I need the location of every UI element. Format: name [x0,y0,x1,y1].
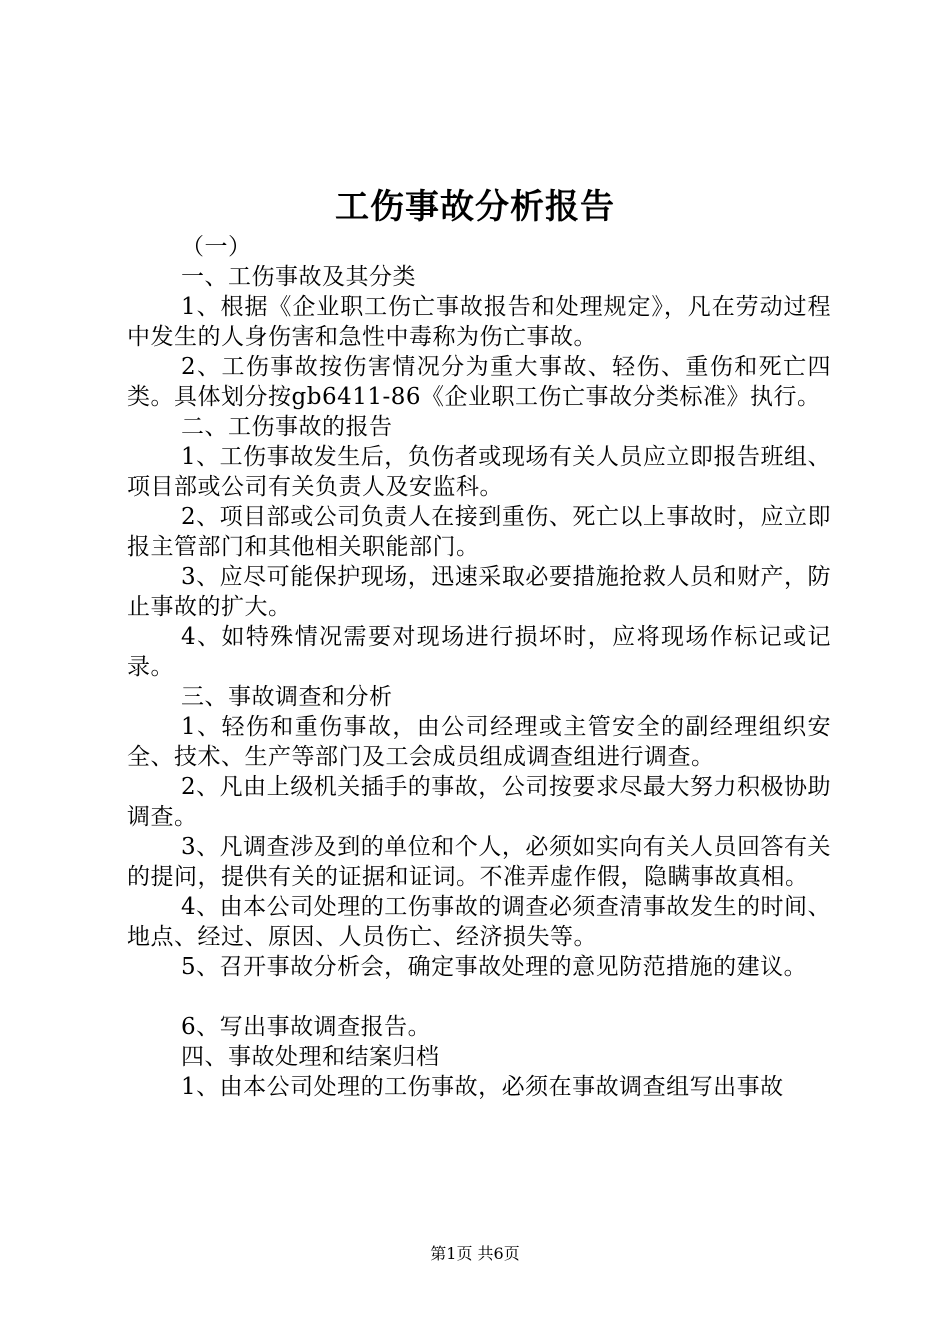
paragraph: 4、如特殊情况需要对现场进行损坏时，应将现场作标记或记录。 [127,624,831,680]
section-heading: 二、工伤事故的报告 [181,414,393,440]
paragraph: 2、工伤事故按伤害情况分为重大事故、轻伤、重伤和死亡四类。具体划分按gb6411-86《企业职工伤亡事故分类标准》执行。 [127,354,831,410]
paragraph: 4、由本公司处理的工伤事故的调查必须查清事故发生的时间、地点、经过、原因、人员伤亡、经济损失等。 [127,894,831,950]
section-heading: 四、事故处理和结案归档 [181,1044,440,1070]
paragraph: 2、凡由上级机关插手的事故，公司按要求尽最大努力积极协助调查。 [127,774,831,830]
document-body [127,232,831,1102]
document-title: 工伤事故分析报告 [335,187,615,227]
paragraph: 1、根据《企业职工伤亡事故报告和处理规定》，凡在劳动过程中发生的人身伤害和急性中毒称为伤亡事故。 [127,294,831,350]
paragraph: 1、由本公司处理的工伤事故，必须在事故调查组写出事故 [181,1074,784,1100]
section-heading: 三、事故调查和分析 [181,684,393,710]
paragraph: 5、召开事故分析会，确定事故处理的意见防范措施的建议。 [181,954,808,980]
paragraph: 6、写出事故调查报告。 [181,1014,432,1040]
paragraph: 1、工伤事故发生后，负伤者或现场有关人员应立即报告班组、项目部或公司有关负责人及安监科。 [127,444,831,500]
paragraph: 2、项目部或公司负责人在接到重伤、死亡以上事故时，应立即报主管部门和其他相关职能部门。 [127,504,831,560]
paragraph: 3、应尽可能保护现场，迅速采取必要措施抢救人员和财产，防止事故的扩大。 [127,564,831,620]
blank-line [127,982,831,1012]
paragraph: 1、轻伤和重伤事故，由公司经理或主管安全的副经理组织安全、技术、生产等部门及工会成员组成调查组进行调查。 [127,714,831,770]
paragraph: 3、凡调查涉及到的单位和个人，必须如实向有关人员回答有关的提问，提供有关的证据和证词。不准弄虚作假，隐瞒事故真相。 [127,834,831,890]
paragraph: （一） [181,234,252,260]
page-footer: 第1页 共6页 [430,1244,520,1263]
section-heading: 一、工伤事故及其分类 [181,264,416,290]
